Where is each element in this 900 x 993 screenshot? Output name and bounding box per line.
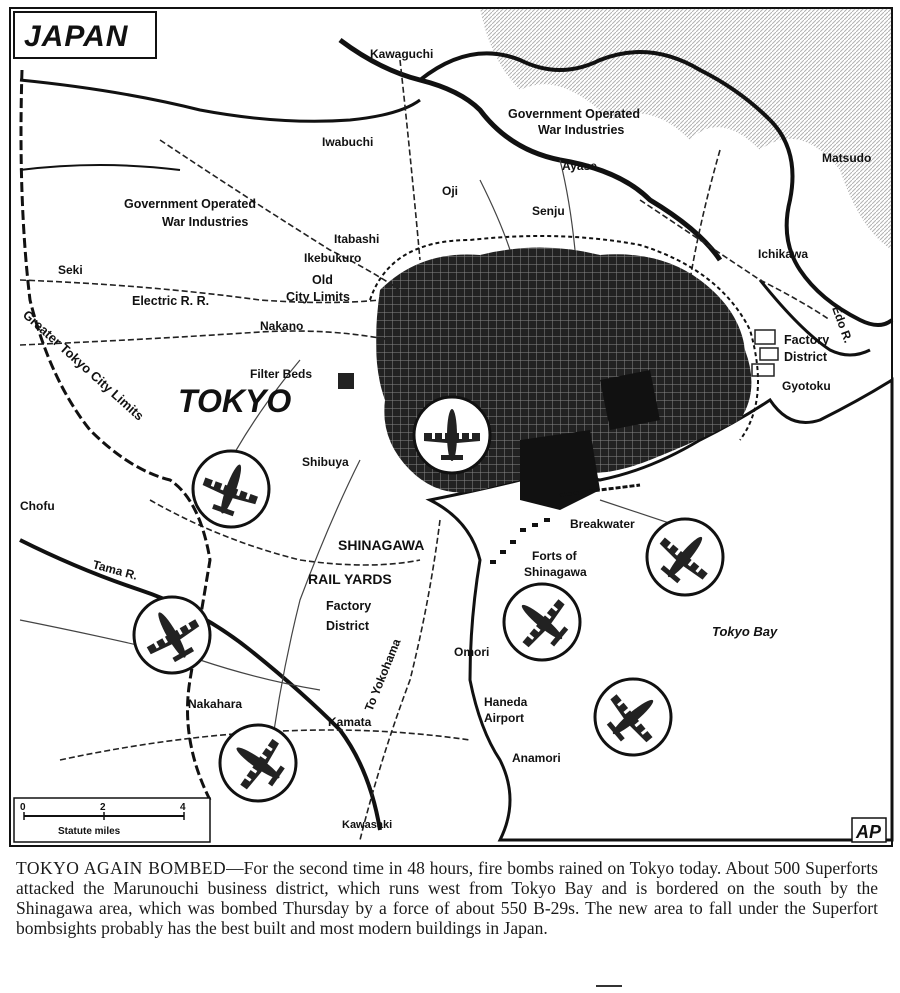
scale-tick-0: 0: [20, 802, 26, 813]
label-oji: Oji: [442, 184, 459, 198]
bomber-1: [414, 397, 490, 473]
bomber-6: [595, 679, 671, 755]
label-seki: Seki: [58, 263, 83, 277]
label-forts-line2: Shinagawa: [524, 565, 587, 579]
label-iwabuchi: Iwabuchi: [322, 135, 374, 149]
label-filter-beds: Filter Beds: [250, 367, 313, 381]
label-shinagawa: SHINAGAWA: [338, 537, 425, 553]
label-gov-war-w-line2: War Industries: [162, 215, 249, 229]
label-nakahara: Nakahara: [188, 697, 243, 711]
label-ichikawa: Ichikawa: [758, 247, 809, 261]
label-nakano: Nakano: [260, 319, 304, 333]
label-factory-ne-line1: Factory: [784, 333, 830, 347]
bomber-5: [134, 597, 210, 673]
label-chofu: Chofu: [20, 499, 55, 513]
label-breakwater: Breakwater: [570, 517, 635, 531]
label-factory-sw-line1: Factory: [326, 599, 372, 613]
label-kawasaki: Kawasaki: [342, 819, 393, 831]
scale-unit: Statute miles: [58, 826, 121, 837]
label-itabashi: Itabashi: [334, 232, 380, 246]
label-anamori: Anamori: [512, 751, 561, 765]
label-edo-r: Edo R.: [829, 304, 856, 345]
label-to-yokohama: To Yokohama: [361, 636, 404, 714]
label-tokyo-bay: Tokyo Bay: [712, 624, 778, 639]
label-rail-yards: RAIL YARDS: [308, 571, 392, 587]
scale-tick-4: 4: [180, 802, 186, 813]
filter-beds-marker: [338, 373, 354, 389]
label-gyotoku: Gyotoku: [782, 379, 831, 393]
label-ikebukuro: Ikebukuro: [304, 251, 362, 265]
bomber-4: [504, 584, 580, 660]
label-tokyo: TOKYO: [178, 383, 292, 419]
label-factory-sw-line2: District: [326, 619, 370, 633]
scale-bar: [14, 798, 210, 842]
label-ayase: Ayase: [562, 159, 597, 173]
label-tama-r: Tama R.: [91, 557, 140, 583]
label-forts-line1: Forts of: [532, 549, 577, 563]
label-gov-war-w-line1: Government Operated: [124, 197, 256, 211]
label-shibuya: Shibuya: [302, 455, 349, 469]
ap-credit: AP: [856, 822, 882, 842]
label-gov-war-ne-line2: War Industries: [538, 123, 625, 137]
label-gov-war-ne-line1: Government Operated: [508, 107, 640, 121]
label-haneda-line1: Haneda: [484, 695, 528, 709]
scale-tick-2: 2: [100, 802, 106, 813]
label-electric-rr: Electric R. R.: [132, 294, 210, 308]
caption-body: —For the second time in 48 hours, fire bombs rained on Tokyo today. About 500 Superforts attacked the Marunouchi business district, which runs west from Tokyo Bay and is bordered on the south by the Shinagawa area, which was bombed Thursday by a force of about 550 B-29s. The new area to fall under the Superfort bombsights probably has the best built and most modern buildings in Japan.: [16, 858, 878, 938]
bomber-7: [220, 725, 296, 801]
label-senju: Senju: [532, 204, 565, 218]
label-old-city-line2: City Limits: [286, 290, 350, 304]
label-factory-ne-line2: District: [784, 350, 828, 364]
label-old-city-line1: Old: [312, 273, 333, 287]
column-end-dash: [596, 985, 622, 987]
label-haneda-line2: Airport: [484, 711, 524, 725]
caption-headline: TOKYO AGAIN BOMBED: [16, 858, 227, 878]
label-kamata: Kamata: [328, 715, 372, 729]
japan-title: JAPAN: [24, 20, 129, 53]
label-greater-tokyo-limits: Greater Tokyo City Limits: [19, 307, 147, 424]
bomber-2: [193, 451, 269, 527]
bomber-3: [647, 519, 723, 595]
label-kawaguchi: Kawaguchi: [370, 47, 434, 61]
label-matsudo: Matsudo: [822, 151, 872, 165]
map-caption: [16, 858, 878, 938]
label-omori: Omori: [454, 645, 490, 659]
